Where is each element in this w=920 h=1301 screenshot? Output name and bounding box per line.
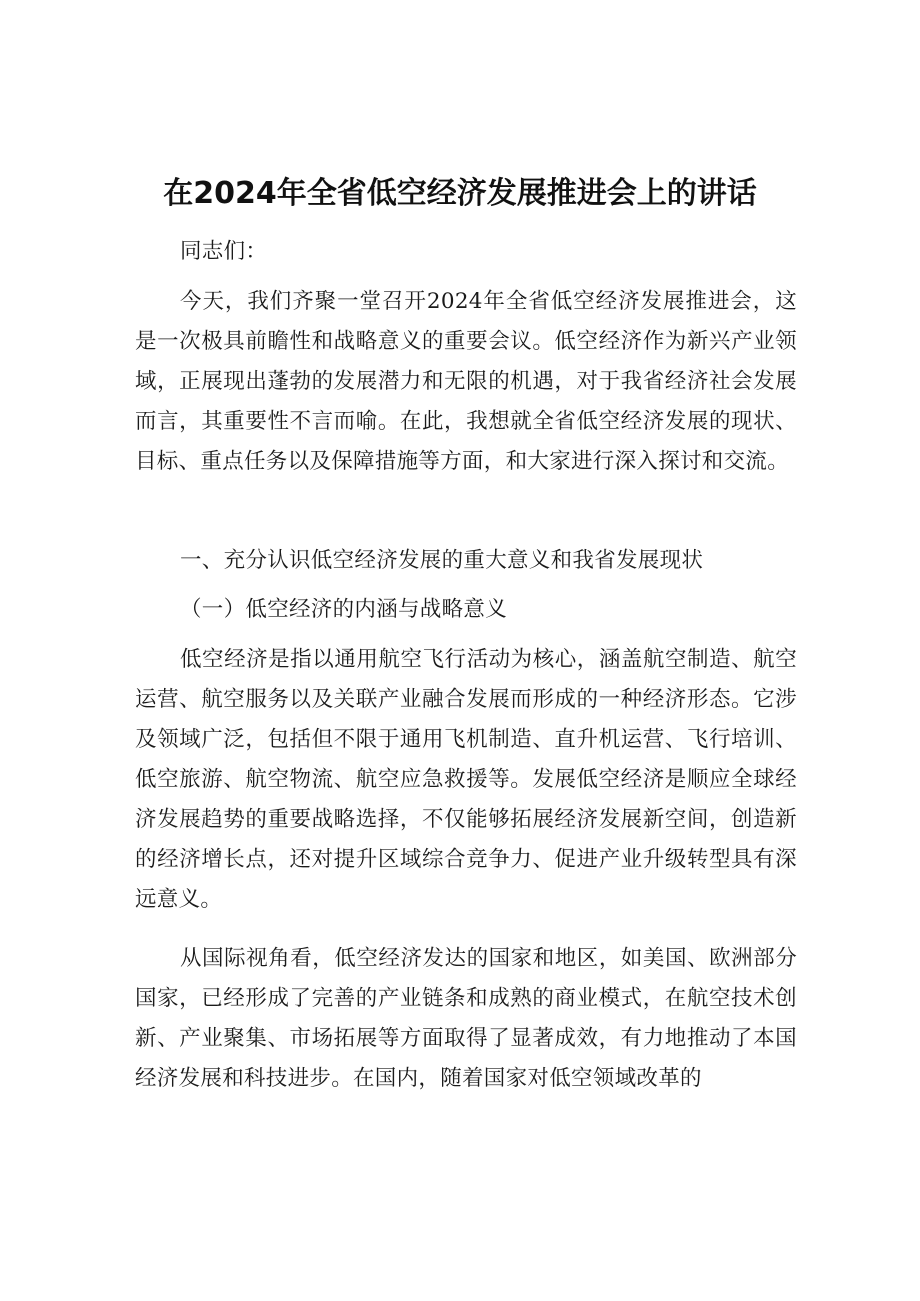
paragraph-international: 从国际视角看，低空经济发达的国家和地区，如美国、欧洲部分国家，已经形成了完善的产业链条和成熟的商业模式，在航空技术创新、产业聚集、市场拓展等方面取得了显著成效，有力地推动了本国经济发展和科技进步。在国内，随着国家对低空领域改革的: [135, 946, 797, 1091]
paragraph-intro: 今天，我们齐聚一堂召开2024年全省低空经济发展推进会，这是一次极具前瞻性和战略意义的重要会议。低空经济作为新兴产业领域，正展现出蓬勃的发展潜力和无限的机遇，对于我省经济社会发展而言，其重要性不言而喻。在此，我想就全省低空经济发展的现状、目标、重点任务以及保障措施等方面，和大家进行深入探讨和交流。: [135, 289, 797, 474]
section-heading: 一、充分认识低空经济发展的重大意义和我省发展现状: [180, 548, 704, 573]
salutation: 同志们：: [180, 239, 268, 264]
document-title: 在2024年全省低空经济发展推进会上的讲话: [163, 176, 757, 211]
subsection-heading: （一）低空经济的内涵与战略意义: [180, 597, 508, 622]
paragraph-definition: 低空经济是指以通用航空飞行活动为核心，涵盖航空制造、航空运营、航空服务以及关联产业融合发展而形成的一种经济形态。它涉及领域广泛，包括但不限于通用飞机制造、直升机运营、飞行培训、低空旅游、航空物流、航空应急救援等。发展低空经济是顺应全球经济发展趋势的重要战略选择，不仅能够拓展经济发展新空间，创造新的经济增长点，还对提升区域综合竞争力、促进产业升级转型具有深远意义。: [135, 647, 797, 912]
